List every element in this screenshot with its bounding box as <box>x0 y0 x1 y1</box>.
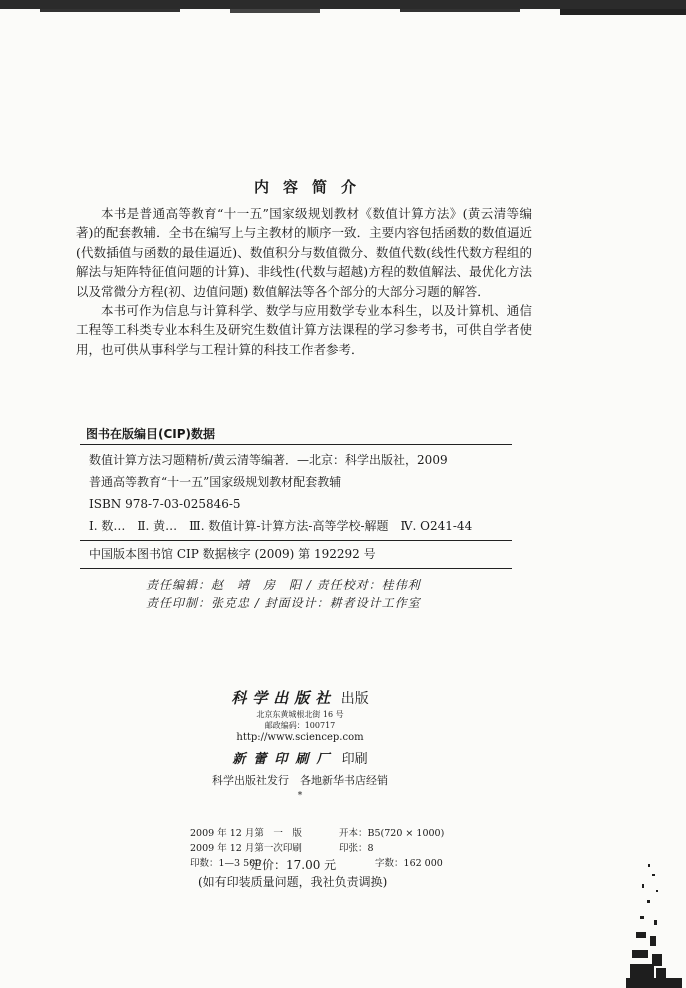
word-count: 字数：162 000 <box>375 858 443 869</box>
cip-row: Ⅰ. 数… Ⅱ. 黄… Ⅲ. 数值计算-计算方法-高等学校-解题 Ⅳ. O241-44 <box>89 519 473 533</box>
print-run: 印数：1—3 500 <box>190 858 262 869</box>
publisher-block <box>150 688 450 801</box>
publication-row <box>190 826 444 841</box>
publisher-address: 北京东黄城根北街 16 号 <box>256 710 344 719</box>
printer-line <box>150 749 450 771</box>
cip-record <box>89 449 519 537</box>
abstract-paragraph: 本书可作为信息与计算科学、数学与应用数学专业本科生，以及计算机、通信工程等工科类专业本科生及研究生数值计算方法课程的学习参考书，可供自学者使用，也可供从事科学与工程计算的科技工作者参考． <box>76 303 532 357</box>
print-sheets: 印张：8 <box>339 843 374 854</box>
publisher-url: http://www.sciencep.com <box>236 732 364 743</box>
price: 定价：17.00 元 <box>250 858 337 872</box>
cip-row: ISBN 978-7-03-025846-5 <box>89 497 241 511</box>
publisher-name: 科学出版社 <box>231 689 337 707</box>
abstract-paragraph: 本书是普通高等教育“十一五”国家级规划教材《数值计算方法》(黄云清等编著)的配套教辅．全书在编写上与主教材的顺序一致．主要内容包括函数的数值逼近(代数插值与函数的最佳逼近)、数值积分与数值微分、数值代数(线性代数方程组的解法与矩阵特征值问题的计算)、非线性(代数与超越)方程的数值解法、最优化方法以及常微分方程(初、边值问题) 数值解法等各个部分的大部分习题的解答． <box>76 206 532 299</box>
publisher-action: 出版 <box>340 691 369 707</box>
divider <box>80 540 512 541</box>
cip-library-number: 中国版本图书馆 CIP 数据核字 (2009) 第 192292 号 <box>89 547 376 561</box>
divider <box>80 444 512 445</box>
printer-action: 印刷 <box>341 752 368 767</box>
publisher-postcode: 邮政编码：100717 <box>264 721 336 730</box>
publication-row <box>190 841 444 856</box>
editor-credits <box>146 576 421 612</box>
scan-edge-artifact <box>612 860 686 988</box>
edition-date: 2009 年 12 月第 一 版 <box>190 828 302 839</box>
cip-row: 普通高等教育“十一五”国家级规划教材配套教辅 <box>89 475 342 489</box>
quality-notice: (如有印装质量问题，我社负责调换) <box>198 875 388 889</box>
scan-edge-artifact <box>0 0 686 18</box>
separator-star: * <box>297 791 303 801</box>
book-format: 开本：B5(720 × 1000) <box>339 828 445 839</box>
editor-credit-line: 责任编辑：赵 靖 房 阳 / 责任校对：桂伟利 <box>146 578 421 592</box>
printer-name: 新蕾印刷厂 <box>232 752 338 767</box>
abstract <box>76 204 532 359</box>
publisher-line <box>150 688 450 709</box>
cip-heading: 图书在版编目(CIP)数据 <box>86 427 216 441</box>
cip-row: 数值计算方法习题精析/黄云清等编著．—北京：科学出版社，2009 <box>89 453 448 467</box>
print-date: 2009 年 12 月第一次印刷 <box>190 843 302 854</box>
editor-credit-line: 责任印制：张克忠 / 封面设计：耕者设计工作室 <box>146 596 421 610</box>
distribution-line: 科学出版社发行 各地新华书店经销 <box>212 774 388 787</box>
page-title: 内容简介 <box>253 178 370 196</box>
divider <box>80 568 512 569</box>
